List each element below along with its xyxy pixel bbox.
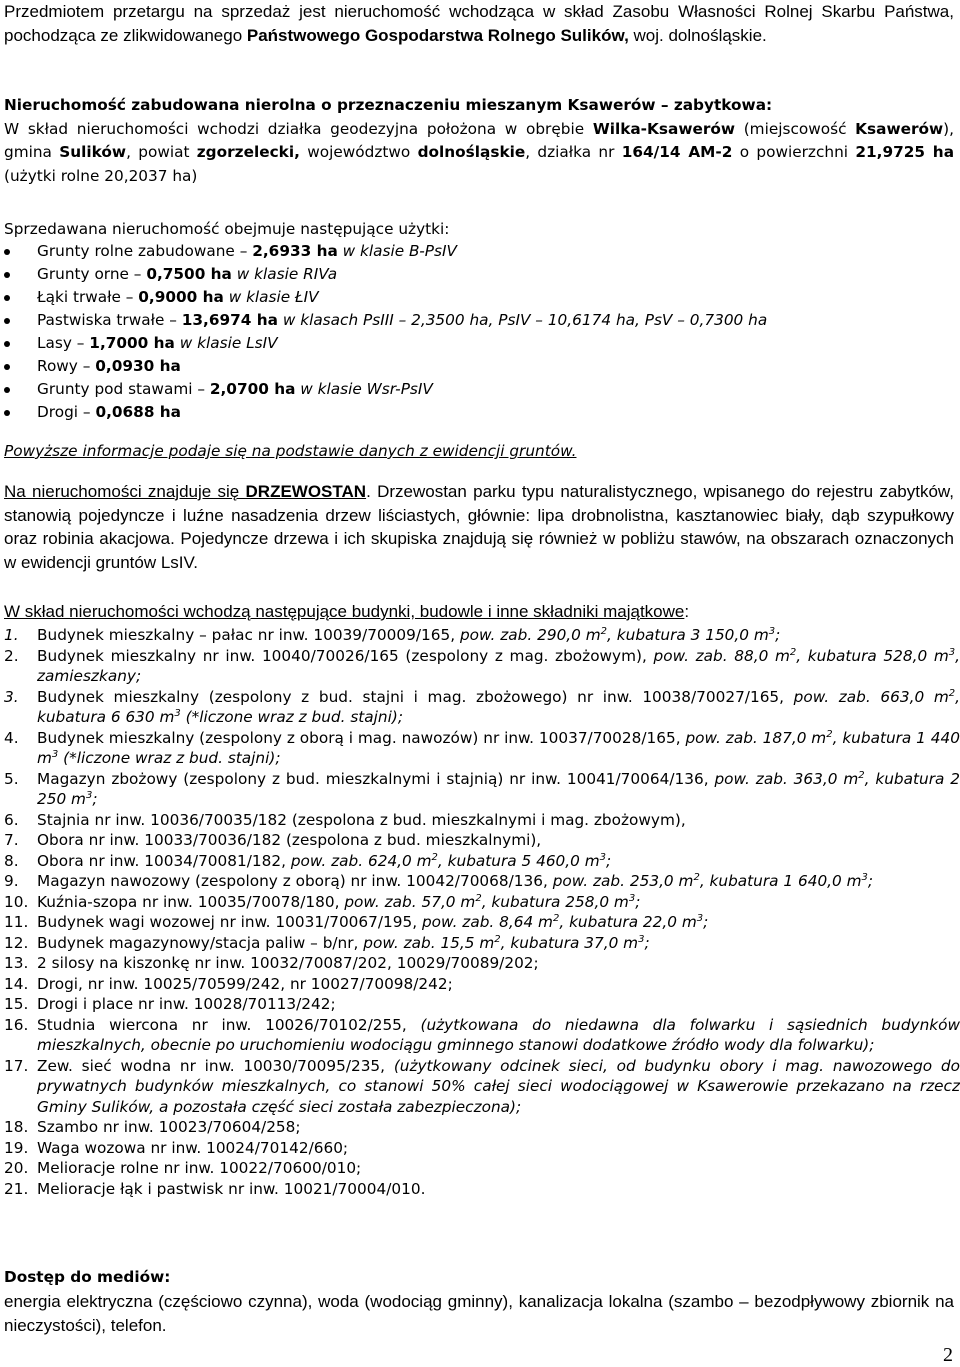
item-sup: 3 [174,707,181,719]
plot-area: 21,9725 ha [855,143,955,161]
intro-farm-name: Państwowego Gospodarstwa Rolnego Sulików, [246,25,629,45]
list-item [4,1056,960,1118]
use-label: Pastwiska trwałe – [37,311,182,329]
item-number: 20. [4,1159,29,1177]
use-class: w klasie RIVa [231,265,338,283]
trees-lead: Na nieruchomości znajduje się [4,482,246,501]
desc-text: ), gmina [4,119,954,161]
item-text: Obora nr inw. 10033/70036/182 (zespolona z bud. mieszkalnymi), [37,831,542,849]
item-sup: 2 [826,728,833,740]
voivodeship-name: dolnośląskie [417,143,526,161]
item-detail: , kubatura 6 630 m [37,687,960,726]
use-label: Grunty orne – [37,265,147,283]
item-detail: , kubatura 1 640,0 m [699,872,862,890]
uses-intro: Sprzedawana nieruchomość obejmuje następujące użytki: [4,220,450,238]
list-item [4,401,954,424]
item-number: 9. [4,872,19,890]
item-sup: 2 [789,646,797,658]
item-detail: pow. zab. 624,0 m [290,851,432,870]
item-detail: ; [635,892,641,911]
item-detail: pow. zab. 88,0 m [653,646,790,665]
item-text: Obora nr inw. 10034/70081/182, [37,851,291,870]
list-item [4,1138,960,1159]
item-detail: (użytkowana do niedawna dla folwarku i sąsiednich budynków mieszkalnych, obecnie po uruchomieniu wodociągu gminnego stanowi dodatkowe źródło wody dla folwarku); [37,1015,960,1054]
item-detail: , kubatura 258,0 m [481,892,629,911]
use-area: 2,6933 ha [252,242,338,260]
use-label: Lasy – [37,334,90,352]
item-text: Drogi, nr inw. 10025/70599/242, nr 10027/70098/242; [37,974,453,993]
list-item [4,728,960,769]
list-item [4,871,960,892]
item-sup: 2 [552,912,560,924]
use-class: w klasie ŁIV [223,288,319,306]
item-detail: (użytkowany odcinek sieci, od budynku obory i mag. nawozowego do prywatnych budynków mieszkalnych, co stanowi 50% całej sieci wodociągowej w Ksawerowie przekazano na rzecz Gminy Sulików, a pozostała część sieci została zabezpieczona); [37,1056,960,1116]
item-text: Kuźnia-szopa nr inw. 10035/70078/180, [37,892,345,911]
use-area: 0,0688 ha [95,403,182,421]
trees-text: . Drzewostan parku typu naturalistycznego, wpisanego do rejestru zabytków, stanowią pojedyncze i luźne nasadzenia drzew liściastych, głównie: lipa drobnolistna, kasztanowiec biały, dąb szypułkowy oraz robinia akacjowa. Pojedyncze drzewa i ich skupiska znajdują się również w pobliżu stawów, na obszarach oznaczonych w ewidencji gruntów LsIV. [4,482,954,572]
commune-name: Sulików [59,143,127,161]
desc-text: , działka nr [525,143,622,161]
list-item [4,646,960,687]
item-detail: ; [92,790,98,808]
item-number: 14. [4,974,29,993]
use-label: Łąki trwałe – [37,288,139,306]
bullet-icon [4,387,10,393]
item-detail: , kubatura 1 440 m [37,728,960,767]
village-name: Ksawerów [855,119,944,138]
item-number: 8. [4,851,19,870]
item-text: Budynek mieszkalny (zespolony z oborą i mag. nawozów) nr inw. 10037/70028/165, [37,728,686,747]
bullet-icon [4,318,10,324]
item-number: 13. [4,954,29,972]
plot-number: 164/14 AM-2 [621,143,733,161]
bullet-icon [4,341,10,347]
item-number: 19. [4,1138,29,1157]
list-item [4,240,954,263]
list-item [4,625,960,646]
use-area: 0,7500 ha [146,265,232,283]
list-item [4,830,960,851]
item-number: 21. [4,1179,29,1198]
use-area: 2,0700 ha [209,380,296,398]
item-sup: 3 [696,912,704,924]
buildings-heading-text: W skład nieruchomości wchodzą następujące budynki, budowle i inne składniki majątkowe [4,602,685,621]
bullet-icon [4,410,10,416]
item-text: Studnia wiercona nr inw. 10026/70102/255, [37,1015,421,1034]
item-sup: 3 [628,892,636,904]
item-text: Waga wozowa nr inw. 10024/70142/660; [37,1138,349,1157]
list-item [4,687,960,728]
list-item [4,769,960,810]
list-item [4,933,960,954]
item-text: Magazyn zbożowy (zespolony z bud. mieszkalnymi i stajnią) nr inw. 10041/70064/136, [37,769,715,788]
item-number: 17. [4,1056,29,1075]
list-item [4,378,954,401]
use-label: Rowy – [37,357,96,375]
use-class: w klasach PsIII – 2,3500 ha, PsIV – 10,6174 ha, PsV – 0,7300 ha [277,311,768,329]
list-item [4,1117,960,1138]
desc-text: (miejscowość [735,119,856,138]
item-sup: 3 [599,851,607,863]
item-sup: 3 [51,748,59,760]
list-item [4,1179,960,1200]
item-detail: ; [775,626,781,644]
list-item [4,263,954,286]
item-detail: pow. zab. 57,0 m [344,892,476,911]
item-text: Budynek mieszkalny (zespolony z bud. stajni i mag. zbożowego) nr inw. 10038/70027/165, [37,687,794,706]
item-sup: 3 [85,789,93,801]
bullet-icon [4,364,10,370]
item-detail: pow. zab. 253,0 m [552,872,694,890]
item-number: 10. [4,892,29,911]
property-heading: Nieruchomość zabudowana nierolna o przeznaczeniu mieszanym Ksawerów – zabytkowa: [4,96,773,114]
list-item [4,994,960,1015]
item-detail: pow. zab. 15,5 m [363,933,495,952]
item-text: Szambo nr inw. 10023/70604/258; [37,1118,301,1136]
item-sup: 2 [948,687,956,699]
item-text: Budynek wagi wozowej nr inw. 10031/70067/195, [37,913,422,931]
item-text: Drogi i place nr inw. 10028/70113/242; [37,995,336,1013]
item-sup: 2 [693,871,700,883]
list-item [4,1158,960,1179]
use-area: 0,0930 ha [95,357,181,375]
item-detail: ; [703,913,709,931]
list-item [4,332,954,355]
precinct-name: Wilka-Ksawerów [592,119,736,138]
list-item [4,974,960,995]
item-detail: , kubatura 37,0 m [500,933,639,952]
intro-paragraph [4,0,954,47]
media-heading: Dostęp do mediów: [4,1268,171,1286]
property-section [4,94,954,188]
item-text: Magazyn nawozowy (zespolony z oborą) nr inw. 10042/70068/136, [37,872,553,890]
list-item [4,912,960,933]
item-text: Budynek magazynowy/stacja paliw – b/nr, [37,933,364,952]
item-number: 15. [4,995,29,1013]
item-text: Zew. sieć wodna nr inw. 10030/70095/235, [37,1056,394,1075]
item-detail: pow. zab. 8,64 m [421,913,553,931]
item-detail: , zamieszkany; [37,646,960,685]
item-sup: 2 [475,892,482,904]
use-area: 0,9000 ha [138,288,224,306]
desc-text: W skład nieruchomości wchodzi działka geodezyjna położona w obrębie [4,119,593,138]
item-detail: pow. zab. 290,0 m [459,626,601,644]
item-detail: , kubatura 2 250 m [37,769,960,808]
use-class: w klasie B-PsIV [337,242,457,260]
item-number: 18. [4,1118,29,1136]
trees-keyword: DRZEWOSTAN [245,482,367,501]
use-class: w klasie LsIV [174,334,278,352]
media-text: energia elektryczna (częściowo czynna), woda (wodociąg gminny), kanalizacja lokalna (szambo – bezodpływowy zbiornik na nieczystości), telefon. [4,1292,954,1335]
buildings-list [4,625,960,1199]
bullet-icon [4,295,10,301]
item-text: 2 silosy na kiszonkę nr inw. 10032/70087/202, 10029/70089/202; [37,954,539,972]
intro-region: woj. dolnośląskie. [628,25,767,45]
item-detail: , kubatura 22,0 m [559,913,697,931]
list-item [4,1015,960,1056]
item-text: Melioracje rolne nr inw. 10022/70600/010; [37,1159,362,1177]
list-item [4,355,954,378]
trees-paragraph [4,480,954,574]
item-text: Budynek mieszkalny – pałac nr inw. 10039/70009/165, [37,626,460,644]
use-label: Grunty rolne zabudowane – [37,242,253,260]
list-item [4,851,960,872]
property-description [4,118,954,189]
list-item [4,810,960,831]
bullet-icon [4,249,10,255]
item-detail: (*liczone wraz z bud. stajni); [58,749,281,767]
item-sup: 3 [861,871,868,883]
desc-text: (użytki rolne 20,2037 ha) [4,166,198,185]
list-item [4,286,954,309]
use-area: 1,7000 ha [89,334,175,352]
item-detail: ; [867,872,874,890]
item-sup: 2 [494,933,501,945]
item-detail: pow. zab. 663,0 m [793,687,949,706]
county-name: zgorzelecki, [196,143,300,161]
intro-text: Przedmiotem przetargu na sprzedaż jest nieruchomość wchodząca w skład Zasobu Własności Rolnej Skarbu Państwa, pochodząca ze zlikwidowanego [4,2,954,45]
item-number: 5. [4,769,19,788]
item-sup: 3 [948,646,956,658]
item-sup: 3 [638,933,645,945]
list-item [4,953,960,974]
item-detail: , kubatura 5 460,0 m [437,851,600,870]
item-sup: 2 [600,625,608,637]
item-sup: 2 [431,851,438,863]
item-number: 11. [4,913,29,931]
item-number: 2. [4,646,19,665]
item-text: Melioracje łąk i pastwisk nr inw. 10021/70004/010. [37,1179,426,1198]
item-sup: 2 [858,769,865,781]
item-detail: pow. zab. 187,0 m [685,728,827,747]
buildings-heading [4,600,954,624]
list-item [4,892,960,913]
desc-text: , powiat [126,143,197,161]
use-area: 13,6974 ha [181,311,278,329]
item-number: 1. [4,626,19,644]
buildings-heading-colon: : [684,602,690,621]
item-detail: ; [606,851,612,870]
item-text: Budynek mieszkalny nr inw. 10040/70026/165 (zespolony z mag. zbożowym), [37,646,654,665]
item-number: 12. [4,933,29,952]
item-detail: pow. zab. 363,0 m [714,769,859,788]
uses-list [4,240,954,424]
list-item [4,309,954,332]
use-class: w klasie Wsr-PsIV [295,380,433,398]
item-detail: ; [644,933,650,952]
item-number: 3. [4,687,19,706]
item-detail: , kubatura 3 150,0 m [607,626,769,644]
item-number: 6. [4,810,19,829]
desc-text: województwo [299,143,418,161]
desc-text: o powierzchni [732,143,856,161]
item-text: Stajnia nr inw. 10036/70035/182 (zespolona z bud. mieszkalnymi i mag. zbożowym), [37,810,686,829]
item-number: 7. [4,831,19,849]
item-sup: 3 [768,625,776,637]
uses-note: Powyższe informacje podaje się na podstawie danych z ewidencji gruntów. [4,442,577,460]
item-detail: , kubatura 528,0 m [796,646,949,665]
use-label: Drogi – [37,403,96,421]
item-number: 4. [4,728,19,747]
item-number: 16. [4,1015,29,1034]
page-number: 2 [943,1344,953,1366]
item-detail: (*liczone wraz z bud. stajni); [180,708,403,726]
use-label: Grunty pod stawami – [37,380,210,398]
bullet-icon [4,272,10,278]
